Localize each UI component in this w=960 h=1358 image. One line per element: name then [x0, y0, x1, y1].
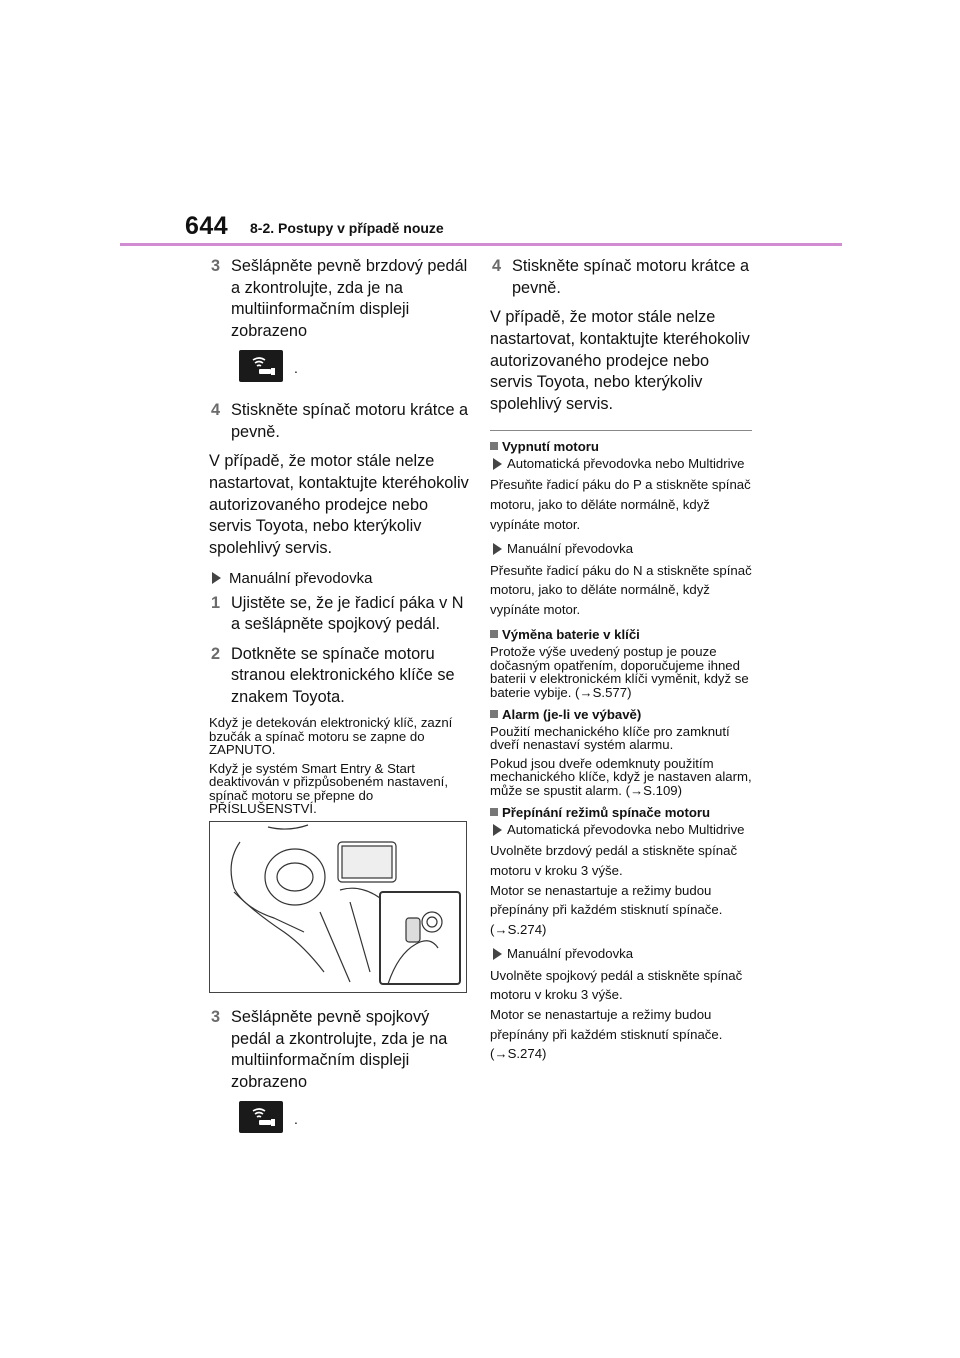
heading-text: Alarm (je-li ve výbavě)	[502, 706, 642, 722]
step-number: 4	[211, 401, 221, 419]
subheading	[490, 542, 752, 555]
body-text: Přesuňte řadicí páku do P a stiskněte spínač motoru, jako to děláte normálně, když vypínáte motor.	[490, 477, 751, 532]
step-number: 2	[211, 644, 221, 663]
body-text: Uvolněte brzdový pedál a stiskněte spínač motoru v kroku 3 výše.	[490, 843, 738, 879]
period: .	[294, 1111, 298, 1128]
section-heading	[490, 805, 752, 820]
step-number: 1	[211, 593, 221, 612]
step-number: 4	[492, 257, 502, 275]
triangle-bullet-icon	[493, 824, 502, 836]
body-text: Motor se nenastartuje a režimy budou přepínány při každém stisknutí spínače. (→S.274)	[490, 1006, 723, 1062]
indicator-row	[209, 1101, 471, 1139]
step-3-brake	[209, 256, 471, 342]
right-column	[490, 256, 752, 1064]
subheading	[490, 947, 752, 960]
section-title: 8-2. Postupy v případě nouze	[250, 220, 444, 236]
subheading-text: Manuální převodovka	[229, 569, 373, 587]
step-text: Ujistěte se, že je řadicí páka v N a sešlápněte spojkový pedál.	[231, 593, 464, 634]
step-number: 3	[211, 1008, 221, 1027]
body-text: Použití mechanického klíče pro zamknutí dveří nenastaví systém alarmu.	[490, 723, 730, 753]
illustration-key-touch	[209, 821, 467, 993]
step-3-clutch	[209, 1007, 471, 1093]
heading-text: Přepínání režimů spínače motoru	[502, 805, 711, 821]
step-1-neutral	[209, 593, 471, 636]
subheading-text: Automatická převodovka nebo Multidrive	[507, 455, 745, 471]
body-text: Pokud jsou dveře odemknuty použitím mechanického klíče, když je nastaven alarm, může se spustit alarm. (→S.109)	[490, 755, 752, 798]
indicator-row	[209, 350, 471, 388]
note: Když je detekován elektronický klíč, zazní bzučák a spínač motoru se zapne do ZAPNUTO.	[209, 715, 453, 758]
step-text: Sešlápněte pevně brzdový pedál a zkontrolujte, zda je na multiinformačním displeji zobrazeno	[231, 257, 468, 340]
step-text: Stiskněte spínač motoru krátce a pevně.	[231, 401, 469, 441]
subheading-text: Automatická převodovka nebo Multidrive	[507, 822, 745, 838]
left-column	[209, 256, 471, 1151]
body-text: Uvolněte spojkový pedál a stiskněte spínač motoru v kroku 3 výše.	[490, 967, 743, 1003]
period: .	[294, 360, 298, 376]
divider	[490, 430, 752, 431]
subheading-manual	[209, 570, 471, 587]
body-text: Protože výše uvedený postup je pouze dočasným opatřením, doporučujeme ihned baterii v elektronickém klíči vyměnit, když se baterie vybije. (→S.577)	[490, 644, 749, 700]
subheading-text: Manuální převodovka	[507, 541, 634, 557]
note: Když je systém Smart Entry & Start deaktivován v přizpůsobeném nastavení, spínač motoru se přepne do PŘÍSLUŠENSTVÍ.	[209, 760, 448, 816]
step-4-press	[490, 256, 752, 299]
step-2-touch	[209, 644, 471, 709]
section-heading	[490, 707, 752, 722]
paragraph: V případě, že motor stále nelze nastartovat, kontaktujte kteréhokoliv autorizovaného prodejce nebo servis Toyota, nebo kterýkoliv spolehlivý servis.	[490, 308, 750, 414]
subheading-text: Manuální převodovka	[507, 946, 634, 962]
step-4-press	[209, 400, 471, 443]
triangle-bullet-icon	[493, 543, 502, 555]
section-heading	[490, 439, 752, 454]
square-bullet-icon	[490, 710, 498, 718]
square-bullet-icon	[490, 442, 498, 450]
page-number: 644	[185, 212, 229, 240]
header-rule	[120, 243, 842, 246]
body-text: Přesuňte řadicí páku do N a stiskněte spínač motoru, jako to děláte normálně, když vypínáte motor.	[490, 562, 752, 617]
heading-text: Výměna baterie v klíči	[502, 627, 640, 643]
triangle-bullet-icon	[212, 572, 221, 584]
smart-key-indicator-icon	[239, 1101, 283, 1133]
subheading	[490, 823, 752, 836]
step-text: Stiskněte spínač motoru krátce a pevně.	[512, 257, 750, 297]
step-text: Sešlápněte pevně spojkový pedál a zkontrolujte, zda je na multiinformačním displeji zobrazeno	[231, 1008, 448, 1091]
step-text: Dotkněte se spínače motoru stranou elektronického klíče se znakem Toyota.	[231, 644, 455, 706]
square-bullet-icon	[490, 630, 498, 638]
section-heading	[490, 627, 752, 642]
triangle-bullet-icon	[493, 458, 502, 470]
square-bullet-icon	[490, 808, 498, 816]
smart-key-indicator-icon	[239, 350, 283, 382]
heading-text: Vypnutí motoru	[502, 438, 599, 454]
subheading	[490, 457, 752, 470]
step-number: 3	[211, 257, 221, 275]
triangle-bullet-icon	[493, 948, 502, 960]
paragraph: V případě, že motor stále nelze nastartovat, kontaktujte kteréhokoliv autorizovaného prodejce nebo servis Toyota, nebo kterýkoliv spolehlivý servis.	[209, 452, 469, 558]
body-text: Motor se nenastartuje a režimy budou přepínány při každém stisknutí spínače. (→S.274)	[490, 882, 723, 937]
